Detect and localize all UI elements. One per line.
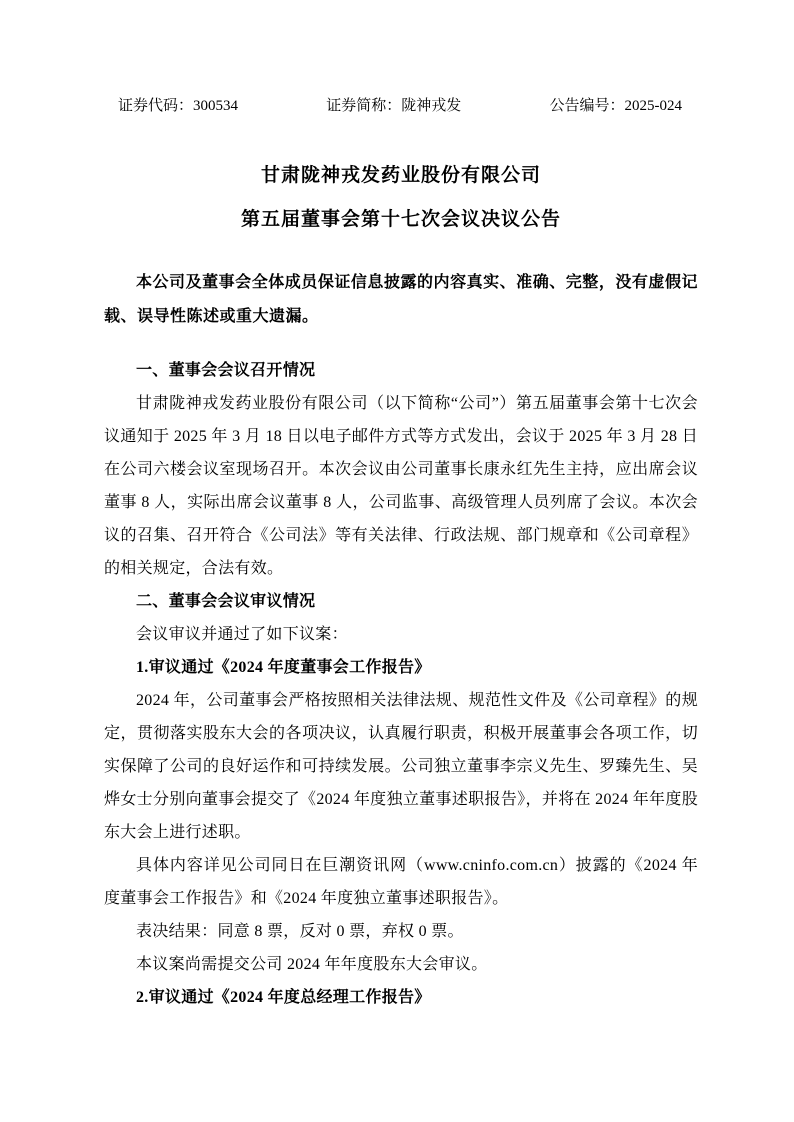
document-body [104,354,698,1014]
proposal-1-heading: 1.审议通过《2024 年度董事会工作报告》 [136,659,431,676]
company-name-title: 甘肃陇神戎发药业股份有限公司 [260,165,541,186]
announcement-title: 第五届董事会第十七次会议决议公告 [240,209,561,230]
announcement-number-label: 公告编号：2025-024 [549,98,682,114]
section-1-heading: 一、董事会会议召开情况 [136,362,316,379]
section-2-heading: 二、董事会会议审议情况 [136,593,316,610]
proposal-2-heading: 2.审议通过《2024 年度总经理工作报告》 [136,989,431,1006]
proposal-1-content-paragraph: 2024 年，公司董事会严格按照相关法律法规、规范性文件及《公司章程》的规定，贯彻落实股东大会的各项决议，认真履行职责，积极开展董事会各项工作，切实保障了公司的良好运作和可持续发展。公司独立董事李宗义先生、罗臻先生、吴烨女士分别向董事会提交了《2024 年度独立董事述职报告》，并将在 2024 年年度股东大会上进行述职。 [104,692,698,841]
title-block [104,154,698,242]
disclosure-reference-paragraph: 具体内容详见公司同日在巨潮资讯网（www.cninfo.com.cn）披露的《2024 年度董事会工作报告》和《2024 年度独立董事述职报告》。 [104,857,698,907]
stock-name-label: 证券简称：陇神戎发 [326,98,462,114]
document-header [104,96,698,116]
safety-disclaimer: 本公司及董事会全体成员保证信息披露的内容真实、准确、完整，没有虚假记载、误导性陈述或重大遗漏。 [104,274,698,325]
voting-result-paragraph: 表决结果：同意 8 票，反对 0 票，弃权 0 票。 [136,923,464,940]
stock-code-label: 证券代码：300534 [118,98,239,114]
proposals-intro-paragraph: 会议审议并通过了如下议案： [136,626,348,643]
agm-submission-paragraph: 本议案尚需提交公司 2024 年年度股东大会审议。 [136,956,488,973]
meeting-convening-paragraph: 甘肃陇神戎发药业股份有限公司（以下简称“公司”）第五届董事会第十七次会议通知于 2025 年 3 月 18 日以电子邮件方式等方式发出，会议于 2025 年 3 月 28 日在公司六楼会议室现场召开。本次会议由公司董事长康永红先生主持，应出席会议董事 8 人，实际出席会议董事 8 人，公司监事、高级管理人员列席了会议。本次会议的召集、召开符合《公司法》等有关法律、行政法规、部门规章和《公司章程》的相关规定，合法有效。 [104,395,698,577]
